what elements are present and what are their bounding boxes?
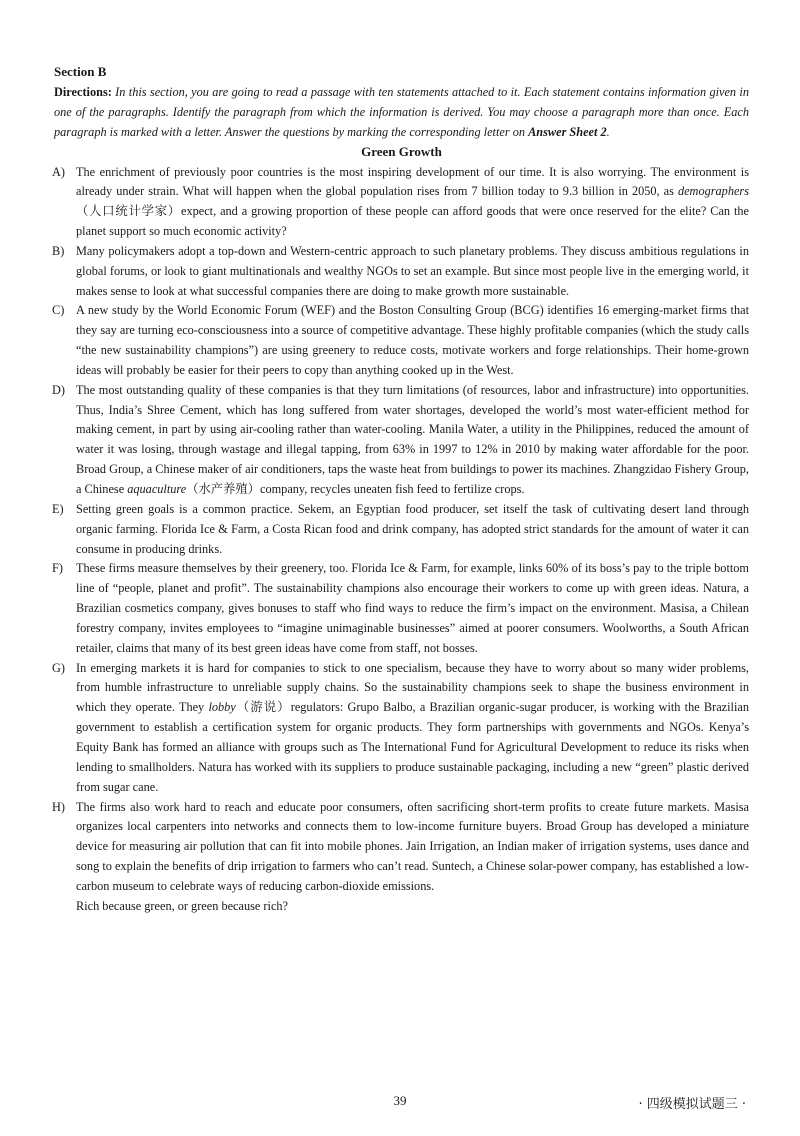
answer-sheet-ref: Answer Sheet 2 (528, 124, 607, 139)
paragraph-letter: H) (52, 799, 65, 814)
paragraph-text: Setting green goals is a common practice. Sekem, an Egyptian food producer, set itself the task of cultivating desert land through organic farming. Florida Ice & Farm, a Costa Rican food and drink company, has adopted strict standards for the amount of water it can consume in producing drinks. (76, 501, 749, 556)
closing-line: Rich because green, or green because rich? (76, 898, 289, 913)
paragraph-g (54, 659, 749, 798)
paragraph-letter: C) (52, 303, 65, 318)
paragraph-text: The most outstanding quality of these companies is that they turn limitations (of resources, labor and infrastructure) into opportunities. Thus, India’s Shree Cement, which has long suffered from water shortages, developed the world’s most water-efficient method for making cement, in part by using air-cooling rather than water-cooling. Manila Water, a utility in the Philippines, reduced the amount of water it was losing, through wastage and illegal tapping, from 63% in 1997 to 12% in 2010 by making water affordable for the poor. Broad Group, a Chinese maker of air conditioners, taps the waste heat from buildings to power its machines. Zhangzidao Fishery Group, a Chinese aquaculture（水产养殖）company, recycles uneaten fish feed to fertilize crops. (76, 382, 749, 496)
footer-label: · 四级模拟试题三 · (638, 1097, 746, 1112)
paragraph-text: The firms also work hard to reach and educate poor consumers, often sacrificing short-term profits to create future markets. Masisa organizes local carpenters into networks and connects them to low-income furniture buyers. Broad Group has developed a miniature device for measuring air pollution that can fit into mobile phones. Jain Irrigation, an Indian maker of irrigation systems, uses dance and song to explain the benefits of drip irrigation to farmers who can’t read. Suntech, a Chinese solar-power company, has established a low-carbon museum to celebrate ways of reducing carbon-dioxide emissions. (76, 799, 749, 893)
glossed-term: aquaculture (127, 482, 187, 496)
paragraph-text: The enrichment of previously poor countries is the most inspiring development of our time. It is also worrying. The environment is already under strain. What will happen when the global population rises from 7 billion today to 9.3 billion in 2050, as demographers（人口统计学家）expect, and a growing proportion of these people can afford goods that were once reserved for the elite? Can the planet support so much economic activity? (76, 164, 749, 239)
directions-label: Directions: (54, 84, 112, 99)
paragraph-letter: F) (52, 561, 63, 576)
paragraph-text: In emerging markets it is hard for companies to stick to one specialism, because they have to worry about so many wider problems, from humble infrastructure to unreliable supply chains. So the sustainability champions seek to shape the business environment in which they operate. They lobby（游说）regulators: Grupo Balbo, a Brazilian organic-sugar producer, is working with the Brazilian government to establish a certification system for organic products. They form partnerships with governments and NGOs. Kenya’s Equity Bank has formed an alliance with groups such as The International Fund for Agricultural Development to reduce its risks when lending to smallholders. Natura has worked with its suppliers to produce sustainable packaging, including a new “green” plastic derived from sugar cane. (76, 660, 749, 794)
paragraph-b (54, 242, 749, 302)
paragraph-letter: A) (52, 164, 65, 179)
glossed-term: demographers (677, 184, 749, 199)
paragraph-d (54, 381, 749, 500)
paragraph-text: A new study by the World Economic Forum (WEF) and the Boston Consulting Group (BCG) identifies 16 emerging-market firms that they say are turning eco-consciousness into a source of competitive advantage. These highly profitable companies (which the study calls “the new sustainability champions”) are using greenery to reduce costs, motivate workers and forge relationships. Their home-grown ideas will probably be easier for their peers to copy than anything cooked up in the West. (76, 303, 749, 377)
paragraph-a (54, 163, 749, 242)
directions-text: In this section, you are going to read a passage with ten statements attached to it. Each statement contains information given in one of the paragraphs. Identify the paragraph from which the information is derived. You may choose a paragraph more than once. Each paragraph is marked with a letter. Answer the questions by marking the corresponding letter on (54, 84, 749, 139)
paragraph-h (54, 798, 749, 897)
paragraph-f (54, 559, 749, 658)
paragraph-e (54, 500, 749, 560)
paragraph-letter: G) (52, 660, 65, 675)
glossed-term: lobby (208, 700, 236, 715)
paragraph-text: These firms measure themselves by their greenery, too. Florida Ice & Farm, for example, links 60% of its boss’s pay to the triple bottom line of “people, planet and profit”. The sustainability champions also encourage their workers to come up with green ideas. Natura, a Brazilian cosmetics company, gives bonuses to staff who find ways to reduce the firm’s impact on the environment. Masisa, a Chilean forestry company, invites employees to “imagine unimaginable businesses” aimed at poorer consumers. Woolworths, a South African retailer, claims that many of its best green ideas have come from staff, not bosses. (76, 561, 749, 655)
directions: Directions: In this section, you are going to read a passage with ten statements attached to it. Each statement contains information given in one of the paragraphs. Identify the paragraph from which the information is derived. You may choose a paragraph more than once. Each paragraph is marked with a letter. Answer the questions by marking the corresponding letter on Answer Sheet 2. (54, 84, 749, 139)
chinese-gloss: （游说） (235, 700, 291, 715)
chinese-gloss: （人口统计学家） (76, 204, 182, 219)
section-title: Section B (54, 64, 107, 79)
paragraph-c (54, 301, 749, 380)
chinese-gloss: （水产养殖） (186, 482, 260, 496)
document-page (54, 62, 749, 917)
paragraph-letter: D) (52, 382, 65, 397)
paragraph-letter: B) (52, 243, 65, 258)
passage-title: Green Growth (361, 143, 442, 159)
paragraph-letter: E) (52, 501, 64, 516)
paragraph-text: Many policymakers adopt a top-down and Western-centric approach to such planetary problems. They discuss ambitious regulations in global forums, or look to giant multinationals and wealthy NGOs to set an example. But since most people live in the emerging world, it makes sense to look at what successful companies there are doing to make growth more sustainable. (76, 243, 749, 298)
page-number: 39 (393, 1093, 407, 1108)
